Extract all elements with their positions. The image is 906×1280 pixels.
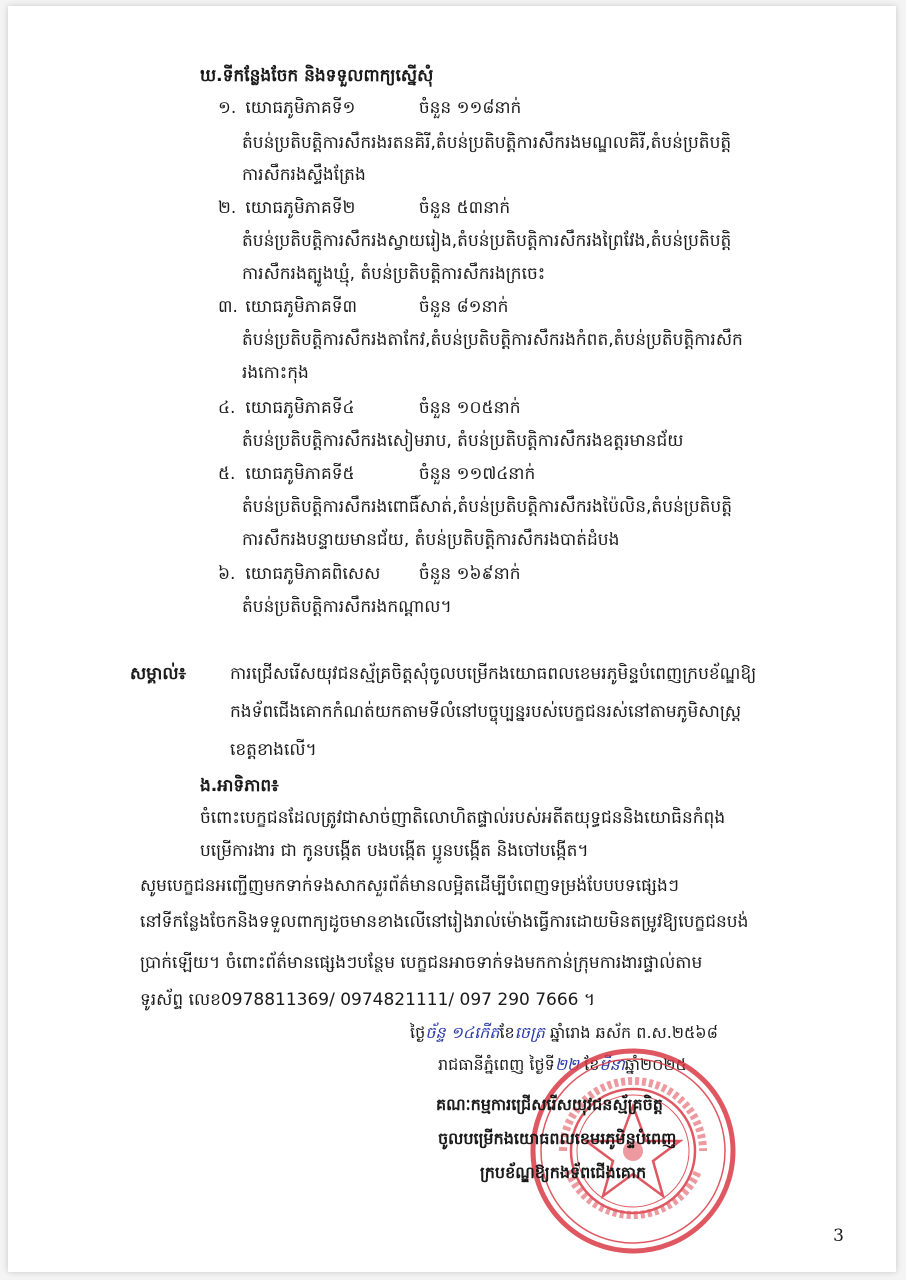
region-item-3-header bbox=[218, 295, 508, 319]
note-label: សម្គាល់៖ bbox=[130, 664, 187, 684]
official-seal-stamp bbox=[528, 1046, 738, 1256]
region-item-title: យោធភូមិភាគពិសេស bbox=[245, 564, 381, 584]
region-item-count: ចំនួន ១០៥នាក់ bbox=[418, 398, 521, 418]
lunar-date-prefix: ថ្ងៃ bbox=[410, 1023, 426, 1042]
region-item-title: យោធភូមិភាគទី២ bbox=[245, 198, 356, 218]
region-item-count: ចំនួន ៥៣នាក់ bbox=[418, 198, 511, 218]
closing-line-4: ទូរស័ព្ទ លេខ0978811369/ 0974821111/ 097 290 7666 ។ bbox=[140, 990, 596, 1010]
region-item-num: ២. bbox=[218, 198, 237, 218]
lunar-date-month-label: ខែ bbox=[499, 1023, 515, 1042]
region-item-6-header bbox=[218, 562, 521, 586]
region-item-6-line-1: តំបន់ប្រតិបត្តិការសឹករងកណ្ដាល។ bbox=[242, 597, 452, 617]
region-item-1-header bbox=[218, 96, 521, 120]
region-item-title: យោធភូមិភាគទី១ bbox=[245, 98, 356, 118]
region-item-count: ចំនួន ១១៧៤នាក់ bbox=[418, 464, 536, 484]
note-line-2: កងទ័ពជើងគោកកំណត់យកតាមទីលំនៅបច្ចុប្បន្នរបស់បេក្ខជនរស់នៅតាមភូមិសាស្ត្រ bbox=[230, 702, 742, 722]
region-item-num: ១. bbox=[218, 98, 237, 118]
region-item-5-header bbox=[218, 462, 535, 486]
region-item-3-line-1: តំបន់ប្រតិបត្តិការសឹករងតាកែវ,តំបន់ប្រតិបត្តិការសឹករងកំពត,តំបន់ប្រតិបត្តិការសឹក bbox=[242, 330, 743, 350]
region-item-title: យោធភូមិភាគទី៤ bbox=[245, 398, 355, 418]
region-item-num: ៦. bbox=[218, 564, 236, 584]
lunar-date bbox=[410, 1022, 718, 1044]
region-item-count: ចំនួន ១១៨នាក់ bbox=[418, 98, 522, 118]
region-item-5-line-1: តំបន់ប្រតិបត្តិការសឹករងពោធិ៍សាត់,តំបន់ប្រតិបត្តិការសឹករងប៉ៃលិន,តំបន់ប្រតិបត្តិ bbox=[242, 497, 733, 517]
closing-line-2: នៅទីកន្លែងចែកនិងទទួលពាក្យដូចមានខាងលើនៅរៀងរាល់ម៉ោងធ្វើការដោយមិនតម្រូវឱ្យបេក្ខជនបង់ bbox=[140, 912, 749, 932]
document-page bbox=[8, 6, 896, 1272]
solar-date-month-handwritten: មីនា bbox=[599, 1055, 625, 1074]
region-item-title: យោធភូមិភាគទី៣ bbox=[245, 297, 358, 317]
section-ngo-heading: ង.អាទិភាព៖ bbox=[200, 776, 279, 796]
lunar-date-month-handwritten: ចេត្រ bbox=[514, 1023, 545, 1042]
closing-line-1: សូមបេក្ខជនអញ្ជើញមកទាក់ទងសាកសួរព័ត៌មានលម្អិតដើម្បីបំពេញទម្រង់បែបបទផ្សេងៗ bbox=[140, 876, 679, 896]
solar-date-month-label: ខែ bbox=[579, 1055, 600, 1074]
page-number: 3 bbox=[833, 1226, 844, 1246]
region-item-num: ៤. bbox=[218, 398, 236, 418]
region-item-title: យោធភូមិភាគទី៥ bbox=[245, 464, 355, 484]
region-item-num: ៥. bbox=[218, 464, 236, 484]
region-item-num: ៣. bbox=[218, 297, 238, 317]
solar-date-prefix: រាជធានីភ្នំពេញ ថ្ងៃទី bbox=[438, 1055, 555, 1074]
region-item-count: ចំនួន ១៦៩នាក់ bbox=[418, 564, 521, 584]
region-item-4-line-1: តំបន់ប្រតិបត្តិការសឹករងសៀមរាប, តំបន់ប្រតិបត្តិការសឹករងឧត្តរមានជ័យ bbox=[242, 431, 684, 451]
section-ngo-line-2: បម្រើការងារ ជា កូនបង្កើត បងបង្កើត ប្អូនបង្កើត និងចៅបង្កើត។ bbox=[200, 841, 589, 861]
region-item-count: ចំនួន ៨១នាក់ bbox=[418, 297, 509, 317]
note-line-3: ខេត្តខាងលើ។ bbox=[230, 740, 317, 760]
signatory-org-line-1: គណៈកម្មការជ្រើសរើសយុវជនស្ម័គ្រចិត្ត bbox=[436, 1095, 663, 1114]
section-gha-heading: ឃ.ទីកន្លែងចែក និងទទួលពាក្យស្នើសុំ bbox=[200, 66, 434, 86]
closing-line-3: ប្រាក់ឡើយ។ ចំពោះព័ត៌មានផ្សេងៗបន្ថែម បេក្ខជនអាចទាក់ទងមកកាន់ក្រុមការងារផ្ទាល់តាម bbox=[140, 953, 703, 973]
signatory-org-line-3: ក្របខ័ណ្ឌឱ្យកងទ័ពជើងគោក bbox=[480, 1163, 647, 1182]
section-ngo-line-1: ចំពោះបេក្ខជនដែលត្រូវជាសាច់ញាតិលោហិតផ្ទាល់របស់អតីតយុទ្ធជននិងយោធិនកំពុង bbox=[200, 808, 726, 828]
region-item-1-line-2: ការសឹករងស្ទឹងត្រែង bbox=[242, 165, 366, 185]
note-line-1: ការជ្រើសរើសយុវជនស្ម័គ្រចិត្តសុំចូលបម្រើកងយោធពលខេមរភូមិន្ទបំពេញក្របខ័ណ្ឌឱ្យ bbox=[230, 664, 757, 684]
region-item-5-line-2: ការសឹករងបន្ទាយមានជ័យ, តំបន់ប្រតិបត្តិការសឹករងបាត់ដំបង bbox=[242, 530, 620, 550]
solar-date-suffix: ឆ្នាំ២០២៥ bbox=[624, 1055, 687, 1074]
region-item-2-header bbox=[218, 196, 510, 220]
lunar-date-suffix: ឆ្នាំរោង ឆស័ក ព.ស.២៥៦៨ bbox=[544, 1023, 718, 1042]
region-item-1-line-1: តំបន់ប្រតិបត្តិការសឹករងរតនគិរី,តំបន់ប្រតិបត្តិការសឹករងមណ្ឌលគិរី,តំបន់ប្រតិបត្តិ bbox=[242, 133, 732, 153]
region-item-2-line-2: ការសឹករងត្បូងឃ្មុំ, តំបន់ប្រតិបត្តិការសឹករងក្រចេះ bbox=[242, 264, 546, 284]
lunar-date-day-handwritten: ច័ន្ទ ១៤កើត bbox=[425, 1023, 500, 1042]
solar-date bbox=[438, 1054, 687, 1076]
region-item-3-line-2: រងកោះកុង bbox=[242, 363, 309, 383]
region-item-2-line-1: តំបន់ប្រតិបត្តិការសឹករងស្វាយរៀង,តំបន់ប្រតិបត្តិការសឹករងព្រៃវែង,តំបន់ប្រតិបត្តិ bbox=[242, 231, 732, 251]
region-item-4-header bbox=[218, 396, 521, 420]
solar-date-day-handwritten: ២២ bbox=[554, 1055, 580, 1074]
signatory-org-line-2: ចូលបម្រើកងយោធពលខេមរភូមិន្ទបំពេញ bbox=[438, 1129, 677, 1148]
